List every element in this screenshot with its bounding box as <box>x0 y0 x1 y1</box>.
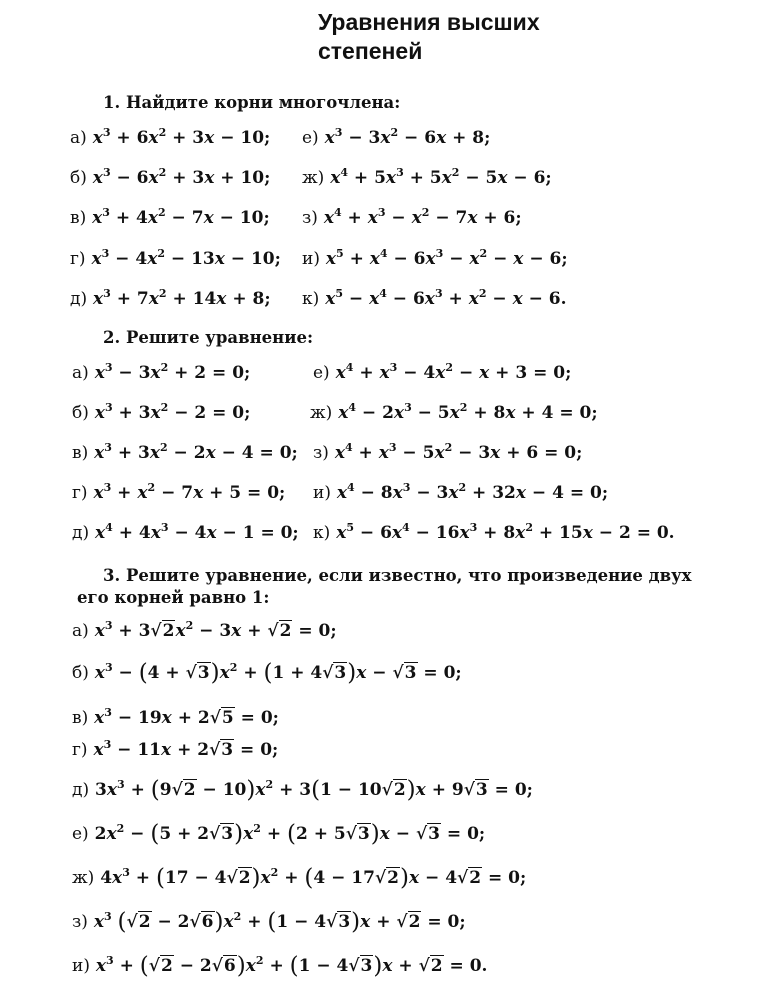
s3-item <box>72 708 279 728</box>
math-expression: $x^3 - 3x^2 + 2 = 0$; <box>94 361 251 383</box>
s1-left-item <box>70 128 270 148</box>
math-expression: $x^3 + (√2 - 2√6)x^2 + (1 - 4√3)x + √2 = 0$. <box>95 953 488 979</box>
item-label: е) <box>302 128 319 148</box>
item-label: а) <box>70 128 87 148</box>
math-expression: $x^3 + 3x^2 - 2 = 0$; <box>94 401 251 423</box>
s1-right-item <box>302 128 490 148</box>
math-expression: $x^3 - 3x^2 - 6x + 8$; <box>324 126 491 148</box>
s2-right-item <box>310 403 598 423</box>
math-expression: $x^5 - 6x^4 - 16x^3 + 8x^2 + 15x - 2 = 0$. <box>336 521 675 543</box>
s2-left-item <box>72 443 298 463</box>
s3-item <box>72 865 527 891</box>
math-expression: $x^3 - 11x + 2√3 = 0$; <box>93 738 279 760</box>
item-label: з) <box>313 443 329 463</box>
s1-right-item <box>302 168 552 188</box>
item-label: а) <box>72 621 89 641</box>
math-expression: $x^3 - (4 + √3)x^2 + (1 + 4√3)x - √3 = 0$; <box>94 660 462 686</box>
item-label: г) <box>70 249 86 269</box>
s2-right-item <box>313 443 582 463</box>
math-expression: $x^3 - 4x^2 - 13x - 10$; <box>91 247 281 269</box>
section-2-heading: 2. Решите уравнение: <box>103 328 314 347</box>
item-label: е) <box>72 824 89 844</box>
s2-left-item <box>72 403 250 423</box>
item-label: е) <box>313 363 330 383</box>
s1-right-item <box>302 208 522 228</box>
math-expression: $x^4 + 5x^3 + 5x^2 - 5x - 6$; <box>330 166 552 188</box>
section-3-heading-line-2: его корней равно 1: <box>77 588 270 607</box>
page-title <box>318 8 540 66</box>
math-expression: $x^3 - 19x + 2√5 = 0$; <box>94 706 279 728</box>
math-expression: $x^4 + 4x^3 - 4x - 1 = 0$; <box>95 521 299 543</box>
item-label: к) <box>302 289 320 309</box>
item-label: ж) <box>72 868 95 888</box>
item-label: в) <box>70 208 87 228</box>
s3-item <box>72 621 337 641</box>
item-label: д) <box>72 523 90 543</box>
s3-item <box>72 777 533 803</box>
s2-left-item <box>72 363 250 383</box>
math-expression: $x^3 + 4x^2 - 7x - 10$; <box>92 206 270 228</box>
s1-right-item <box>302 289 567 309</box>
title-line-1: Уравнения высших <box>318 9 540 35</box>
s2-right-item <box>313 363 571 383</box>
math-expression: $x^4 + x^3 - x^2 - 7x + 6$; <box>323 206 522 228</box>
item-label: ж) <box>302 168 325 188</box>
item-label: в) <box>72 708 89 728</box>
math-expression: $x^3 - 6x^2 + 3x + 10$; <box>92 166 271 188</box>
s2-right-item <box>313 523 675 543</box>
item-label: а) <box>72 363 89 383</box>
item-label: з) <box>302 208 318 228</box>
section-1-heading: 1. Найдите корни многочлена: <box>103 93 401 112</box>
item-label: и) <box>302 249 320 269</box>
s2-left-item <box>72 523 299 543</box>
math-expression: $x^3 + x^2 - 7x + 5 = 0$; <box>93 481 286 503</box>
s3-item <box>72 660 462 686</box>
item-label: з) <box>72 912 88 932</box>
item-label: ж) <box>310 403 333 423</box>
s3-item <box>72 953 488 979</box>
s1-left-item <box>70 208 270 228</box>
math-expression: $2x^2 - (5 + 2√3)x^2 + (2 + 5√3)x - √3 = 0$; <box>94 821 486 847</box>
math-expression: $x^3 + 6x^2 + 3x - 10$; <box>92 126 271 148</box>
math-expression: $4x^3 + (17 - 4√2)x^2 + (4 - 17√2)x - 4√2 = 0$; <box>100 865 527 891</box>
item-label: д) <box>72 780 90 800</box>
s3-item <box>72 740 278 760</box>
title-line-2: степеней <box>318 38 423 64</box>
math-expression: $x^3$ $(√2 - 2√6)x^2 + (1 - 4√3)x + √2 = 0$; <box>93 909 466 935</box>
math-expression: $x^4 + x^3 - 4x^2 - x + 3 = 0$; <box>335 361 572 383</box>
item-label: и) <box>313 483 331 503</box>
s1-right-item <box>302 249 568 269</box>
section-3-heading-line-1: 3. Решите уравнение, если известно, что произведение двух <box>103 566 692 585</box>
math-expression: $x^5 + x^4 - 6x^3 - x^2 - x - 6$; <box>325 247 568 269</box>
s2-right-item <box>313 483 608 503</box>
math-expression: $x^5 - x^4 - 6x^3 + x^2 - x - 6$. <box>325 287 567 309</box>
math-expression: $x^4 - 8x^3 - 3x^2 + 32x - 4 = 0$; <box>336 481 609 503</box>
s3-item <box>72 909 466 935</box>
math-expression: $x^3 + 3x^2 - 2x - 4 = 0$; <box>94 441 298 463</box>
item-label: г) <box>72 740 88 760</box>
math-expression: $x^3 + 7x^2 + 14x + 8$; <box>93 287 271 309</box>
item-label: и) <box>72 956 90 976</box>
s2-left-item <box>72 483 285 503</box>
item-label: б) <box>70 168 87 188</box>
s3-item <box>72 821 486 847</box>
s1-left-item <box>70 168 270 188</box>
item-label: б) <box>72 663 89 683</box>
s1-left-item <box>70 249 281 269</box>
math-expression: $x^4 + x^3 - 5x^2 - 3x + 6 = 0$; <box>334 441 583 463</box>
item-label: б) <box>72 403 89 423</box>
math-expression: $x^4 - 2x^3 - 5x^2 + 8x + 4 = 0$; <box>338 401 598 423</box>
s1-left-item <box>70 289 271 309</box>
item-label: г) <box>72 483 88 503</box>
item-label: к) <box>313 523 331 543</box>
item-label: д) <box>70 289 88 309</box>
math-expression: $3x^3 + (9√2 - 10)x^2 + 3(1 - 10√2)x + 9√3 = 0$; <box>95 777 533 803</box>
math-expression: $x^3 + 3√2x^2 - 3x + √2 = 0$; <box>94 619 337 641</box>
item-label: в) <box>72 443 89 463</box>
